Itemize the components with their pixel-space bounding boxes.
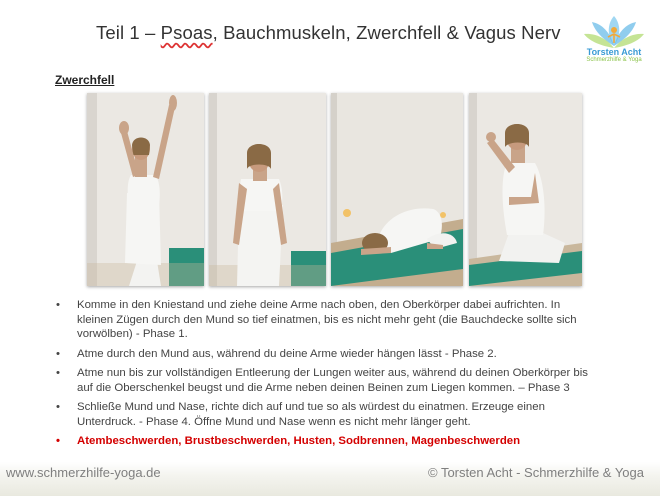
instruction-text: Atme durch den Mund aus, während du deine Arme wieder hängen lässt - Phase 2. — [77, 347, 497, 360]
complaints-text: Atembeschwerden, Brustbeschwerden, Husten, Sodbrennen, Magenbeschwerden — [77, 435, 521, 447]
logo-name: Torsten Acht — [586, 47, 642, 57]
childs-pose-photo — [331, 93, 463, 286]
instruction-phase-4 — [54, 400, 599, 429]
bullet-marker: • — [56, 347, 60, 360]
logo-subtitle: Schmerzhilfe & Yoga — [586, 57, 642, 63]
kneeling-exhale-photo — [209, 93, 326, 286]
footer-website: www.schmerzhilfe-yoga.de — [6, 465, 161, 480]
bullet-marker: • — [56, 401, 60, 413]
bullet-marker: • — [56, 435, 60, 447]
photo-phase-3 — [331, 93, 463, 286]
bullet-marker: • — [56, 367, 60, 379]
title-psoas: Psoas — [160, 22, 213, 43]
instruction-phase-2 — [54, 347, 599, 362]
footer-copyright: © Torsten Acht - Schmerzhilfe & Yoga — [427, 465, 644, 480]
photo-phase-4 — [469, 93, 582, 286]
instruction-phase-3 — [54, 366, 599, 395]
instruction-text: Komme in den Kniestand und ziehe deine Arme nach oben, den Oberkörper dabei aufrichten. In kleinen Zügen durch den Mund so tief einatmen, bis es nicht mehr geht (die Bauchdecke sollte sich vorwölben) - Phase 1. — [77, 299, 577, 340]
title-prefix: Teil 1 – — [96, 22, 161, 43]
slide-title — [96, 22, 561, 44]
instruction-list — [54, 298, 599, 454]
instruction-text: Atme nun bis zur vollständigen Entleerung der Lungen weiter aus, während du deinen Oberkörper bis auf die Oberschenkel beugst und die Arme neben deinen Beinen zum Liegen kommen. – Phase 3 — [77, 367, 588, 394]
photo-phase-1 — [87, 93, 204, 286]
photo-phase-2 — [209, 93, 326, 286]
complaints-list — [54, 434, 599, 449]
instruction-phase-1 — [54, 298, 599, 342]
title-rest: , Bauchmuskeln, Zwerchfell & Vagus Nerv — [212, 22, 561, 43]
section-heading: Zwerchfell — [55, 73, 115, 87]
instruction-text: Schließe Mund und Nase, richte dich auf und tue so als würdest du einatmen. Erzeuge einen Unterdruck. - Phase 4. Öffne Mund und Nase wenn es nicht mehr länger geht. — [77, 401, 545, 428]
kneeling-arms-raised-photo — [87, 93, 204, 286]
bullet-marker: • — [56, 299, 60, 311]
kneeling-hold-nose-photo — [469, 93, 582, 286]
